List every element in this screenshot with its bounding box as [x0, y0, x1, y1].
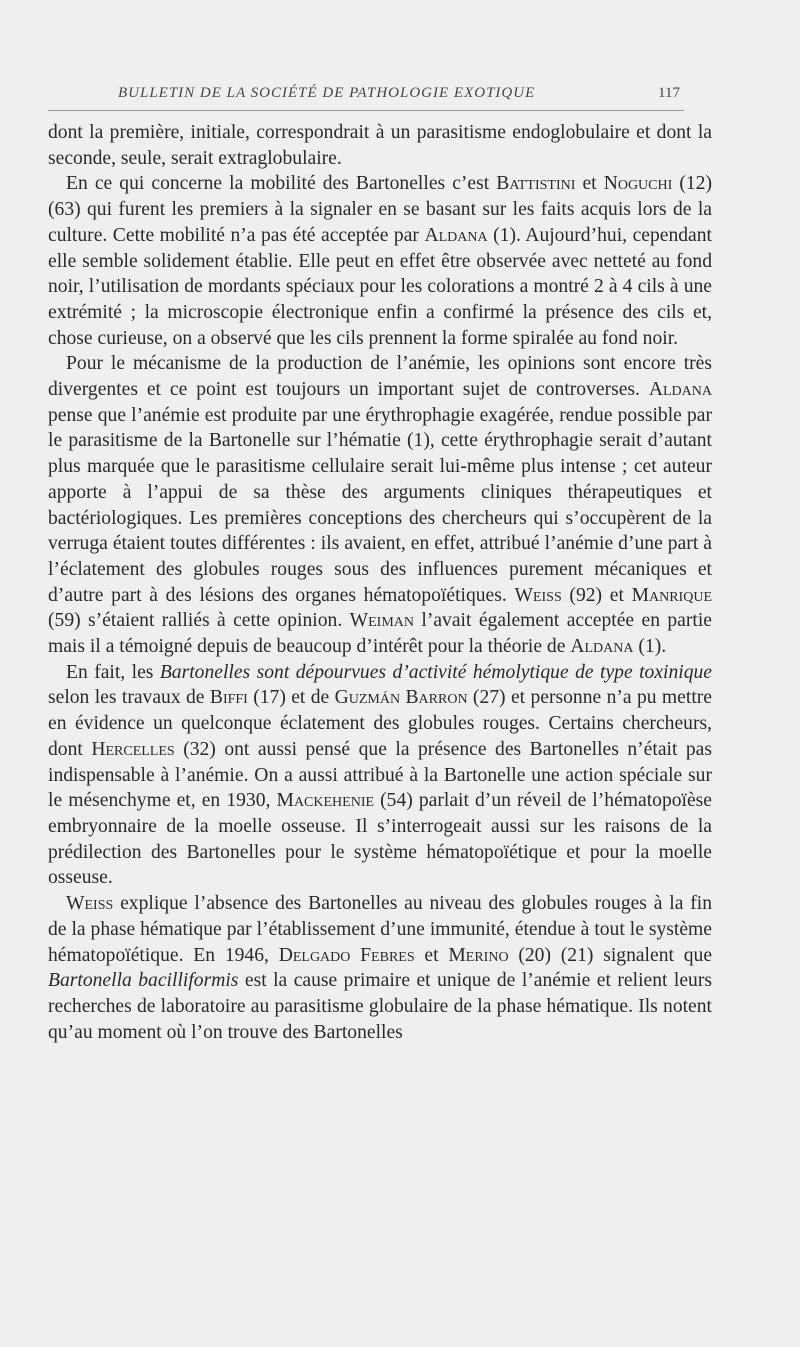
paragraph [48, 660, 712, 891]
page-header [48, 82, 684, 111]
text-run: En ce qui concerne la mobilité des Bartonelles c’est [66, 173, 497, 195]
text-run: (54) parlait d’un réveil de l’hématopoïèse embryonnaire de la moelle osseuse. Il s’interrogeait aussi sur les raisons de la prédilection des Bartonelles pour le système hématopoïétique et pour la moelle osseuse. [48, 790, 712, 889]
running-title: BULLETIN DE LA SOCIÉTÉ DE PATHOLOGIE EXOTIQUE [118, 85, 536, 101]
author-name: Weiss [66, 893, 114, 915]
text-run: dont la première, initiale, correspondrait à un parasitisme endoglobulaire et dont la seconde, seule, serait extraglobulaire. [48, 122, 712, 169]
text-run: (17) et de [247, 687, 335, 709]
paragraph [48, 120, 712, 171]
text-run: et [414, 944, 449, 966]
author-name: Biffi [209, 687, 248, 709]
author-name: Hercelles [91, 738, 175, 760]
author-name: Aldana [424, 224, 488, 246]
text-run: (20) (21) signalent que [508, 944, 713, 966]
text-run: Pour le mécanisme de la production de l’anémie, les opinions sont encore très divergentes et ce point est toujours un important sujet de controverses. [48, 353, 712, 401]
author-name: Weiman [349, 610, 415, 632]
author-name: Merino [448, 944, 509, 966]
paragraph [48, 171, 712, 351]
author-name: Battistini [496, 173, 576, 195]
text-run: pense que l’anémie est produite par une érythrophagie exagérée, rendue possible par le parasitisme de la Bartonelle sur l’hématie (1), cette érythrophagie serait d’autant plus marquée que le parasitisme cellulaire serait lui-même plus intense ; cet auteur apporte à l’appui de sa thèse des arguments cliniques thérapeutiques et bactériologiques. Les premières conceptions des chercheurs qui s’occupèrent de la verruga étaient toutes différentes : ils avaient, en effet, attribué l’anémie d’une part à l’éclatement des globules rouges sous des influences purement mécaniques et d’autre part à des lésions des organes hématopoïétiques. [48, 404, 712, 606]
author-name: Manrique [631, 584, 712, 606]
author-name: Weiss [514, 584, 562, 606]
author-name: Mackehenie [276, 790, 375, 812]
paragraph [48, 351, 712, 659]
text-run: (32) ont aussi pensé que la présence des Bartonelles n’était pas indispensable à l’anémie. On a aussi attribué à la Bartonelle une action spéciale sur le mésenchyme et, en 1930, [48, 738, 713, 812]
body-text [48, 120, 712, 1045]
author-name: Aldana [648, 379, 712, 401]
author-name: Aldana [570, 636, 634, 658]
text-run: et [575, 173, 604, 195]
text-run: (1). [633, 636, 667, 658]
text-run: l’avait également acceptée en partie mais il a témoigné depuis de beaucoup d’intérêt pour la théorie de [48, 610, 712, 658]
text-run: (12) (63) qui furent les premiers à la signaler en se basant sur les faits acquis lors de la culture. Cette mobilité n’a pas été acceptée par [48, 173, 712, 246]
author-name: Guzmán Barron [334, 687, 468, 709]
italic-text: Bartonella bacilliformis [48, 970, 239, 992]
text-run: En fait, les [66, 661, 160, 683]
text-run: (92) et [561, 584, 632, 606]
author-name: Noguchi [603, 173, 673, 195]
text-run: est la cause primaire et unique de l’anémie et relient leurs recherches de laboratoire au parasitisme globulaire de la phase hématique. Ils notent qu’au moment où l’on trouve des Bartonelles [48, 970, 712, 1043]
text-run: selon les travaux de [48, 687, 210, 709]
text-run: (59) s’étaient ralliés à cette opinion. [48, 610, 350, 632]
italic-text: Bartonelles sont dépourvues d’activité hémolytique de type toxinique [159, 661, 712, 683]
page-number: 117 [658, 85, 680, 101]
paragraph [48, 891, 712, 1045]
text-run: (27) et personne n’a pu mettre en évidence un quelconque éclatement des globules rouges. Certains chercheurs, dont [48, 687, 712, 760]
text-run: explique l’absence des Bartonelles au niveau des globules rouges à la fin de la phase hématique par l’établissement d’une immunité, étendue à tout le système hématopoïétique. En 1946, [48, 893, 712, 966]
author-name: Delgado Febres [278, 944, 415, 966]
text-run: (1). Aujourd’hui, cependant elle semble solidement établie. Elle peut en effet être observée avec netteté au fond noir, l’utilisation de mordants spéciaux pour les colorations a montré 2 à 4 cils à une extrémité ; la microscopie électronique enfin a confirmé la présence des cils et, chose curieuse, on a observé que les cils prennent la forme spiralée au fond noir. [48, 224, 712, 349]
